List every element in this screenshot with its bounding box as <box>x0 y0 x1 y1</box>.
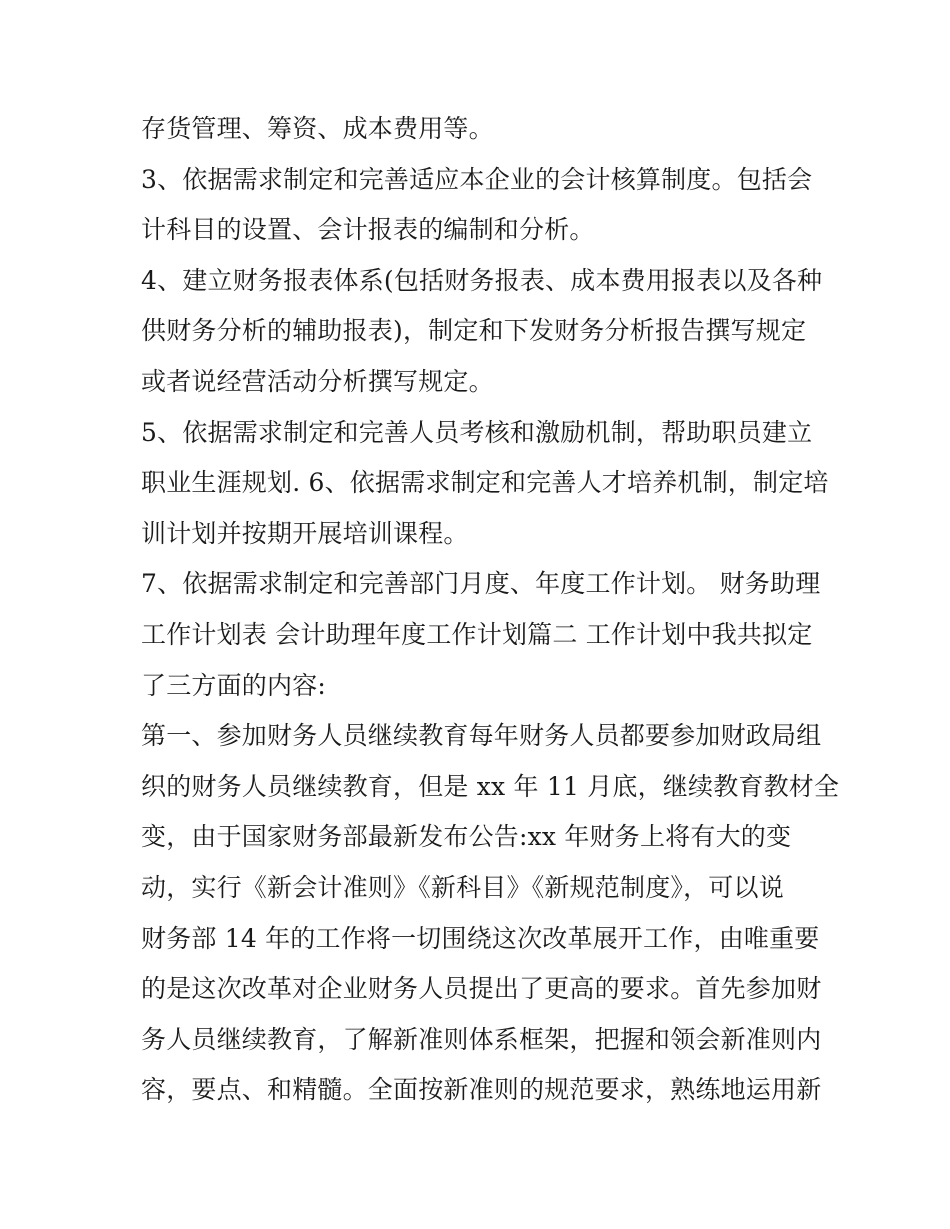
text-line: 了三方面的内容: <box>141 670 327 700</box>
text-line: 的是这次改革对企业财务人员提出了更高的要求。首先参加财 <box>141 974 822 1004</box>
text-line: 第一、参加财务人员继续教育每年财务人员都要参加财政局组 <box>141 721 822 751</box>
text-line: 工作计划表 会计助理年度工作计划篇二 工作计划中我共拟定 <box>141 619 813 649</box>
text-line: 职业生涯规划. 6、依据需求制定和完善人才培养机制，制定培 <box>141 468 829 498</box>
text-line: 动，实行《新会计准则》《新科目》《新规范制度》，可以说 <box>141 872 784 902</box>
text-line: 务人员继续教育，了解新准则体系框架，把握和领会新准则内 <box>141 1024 822 1054</box>
text-line: 训计划并按期开展培训课程。 <box>141 518 469 548</box>
text-line: 或者说经营活动分析撰写规定。 <box>141 366 494 396</box>
text-line: 7、依据需求制定和完善部门月度、年度工作计划。 财务助理 <box>141 569 821 599</box>
text-line: 5、依据需求制定和完善人员考核和激励机制，帮助职员建立 <box>141 417 813 447</box>
text-line: 容，要点、和精髓。全面按新准则的规范要求，熟练地运用新 <box>141 1075 822 1105</box>
text-line: 变，由于国家财务部最新发布公告:xx 年财务上将有大的变 <box>141 822 792 852</box>
text-line: 存货管理、筹资、成本费用等。 <box>141 114 494 143</box>
text-line: 4、建立财务报表体系(包括财务报表、成本费用报表以及各种 <box>141 265 823 295</box>
text-line: 财务部 14 年的工作将一切围绕这次改革展开工作，由唯重要 <box>141 923 820 953</box>
text-line: 3、依据需求制定和完善适应本企业的会计核算制度。包括会 <box>141 164 813 194</box>
document-body <box>141 104 840 1116</box>
text-line: 计科目的设置、会计报表的编制和分析。 <box>141 215 595 245</box>
text-line: 织的财务人员继续教育，但是 xx 年 11 月底，继续教育教材全 <box>141 771 840 801</box>
text-line: 供财务分析的辅助报表)，制定和下发财务分析报告撰写规定 <box>141 316 807 346</box>
